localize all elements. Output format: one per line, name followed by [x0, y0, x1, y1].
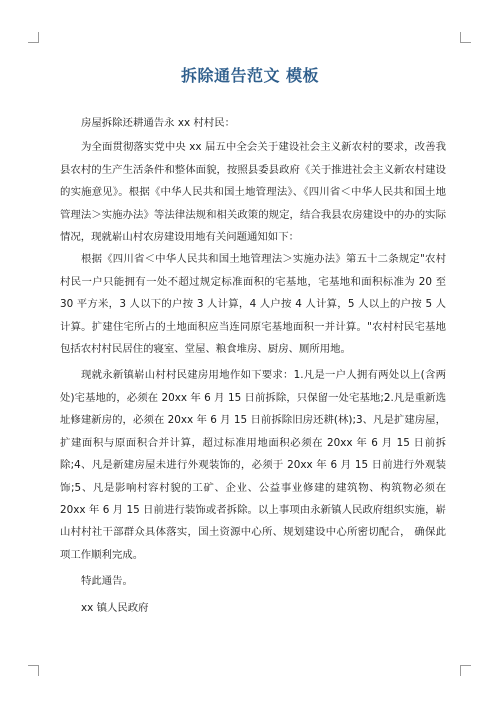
- paragraph-intro: 为全面贯彻落实党中央 xx 届五中全会关于建设社会主义新农村的要求，改善我县农村的生产生活条件和整体面貌，按照县委县政府《关于推进社会主义新农村建设的实施意见》。根据《中华人民共和国土地管理法》、《四川省＜中华人民共和国土地管理法＞实施办法》等法律法规和相关政策的规定，结合我县农房建设中的办的实际情况，现就崭山村农房建设用地有关问题通知如下：: [60, 141, 446, 244]
- crop-mark-bottom-right: [460, 665, 471, 676]
- crop-mark-top-right: [460, 32, 471, 43]
- crop-mark-bottom-left: [28, 665, 39, 676]
- salutation: 房屋拆除还耕通告永 xx 村村民：: [81, 117, 235, 129]
- signature: xx 镇人民政府: [81, 601, 149, 614]
- crop-mark-top-left: [28, 32, 39, 43]
- paragraph-regulation: 根据《四川省＜中华人民共和国土地管理法＞实施办法》第五十二条规定"农村村民一户只能拥有一处不超过规定标准面积的宅基地，宅基地和面积标准为 20 至 30 平方米，3 人以下的户按 3 人计算，4 人户按 4 人计算，5 人以上的户按 5 人计算。扩建住宅所占的土地面积应当连同原宅基地面积一并计算。"农村村民宅基地包括农村村民居住的寝室、堂屋、粮食堆房、厨房、厕所用地。: [60, 253, 446, 356]
- paragraph-requirements: 现就永新镇崭山村村民建房用地作如下要求：1.凡是一户人拥有两处以上(含两处)宅基地的，必须在 20xx 年 6 月 15 日前拆除，只保留一处宅基地;2.凡是重新选址修建新房的，必须在 20xx 年 6 月 15 日前拆除旧房还耕(林);3、凡是扩建房屋，扩建面积与原面积合并计算，超过标准用地面积必须在 20xx 年 6 月 15 日前拆除;4、凡是新建房屋未进行外观装饰的，必须于 20xx 年 6 月 15 日前进行外观装饰;5、凡是影响村容村貌的工矿、企业、公益事业修建的建筑物、构筑物必须在 20xx 年 6 月 15 日前进行装饰或者拆除。以上事项由永新镇人民政府组织实施，崭山村村社干部群众具体落实，国土资源中心所、规划建设中心所密切配合， 确保此项工作顺利完成。: [60, 369, 446, 561]
- document-body: [60, 112, 446, 619]
- closing-text: 特此通告。: [81, 575, 133, 588]
- document-title: 拆除通告范文 模板: [180, 66, 320, 85]
